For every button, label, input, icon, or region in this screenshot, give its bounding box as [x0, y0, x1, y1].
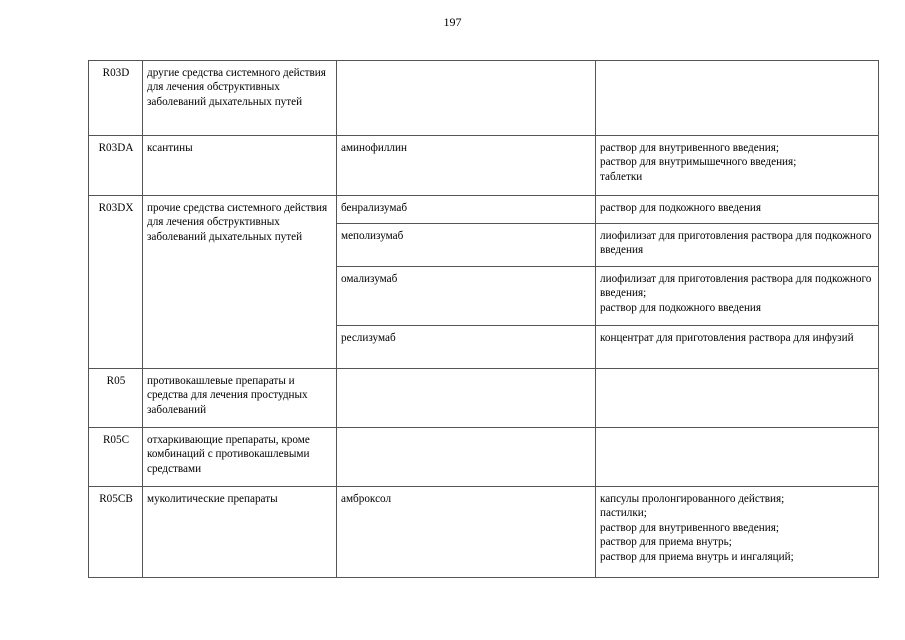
atc-code: R05	[89, 369, 143, 428]
table-row	[89, 487, 879, 578]
drug-name: бенрализумаб	[337, 196, 596, 224]
dosage-form: раствор для приема внутрь;	[600, 536, 732, 549]
dosage-forms	[596, 267, 879, 326]
dosage-form: капсулы пролонгированного действия;	[600, 493, 785, 505]
dosage-form: концентрат для приготовления раствора для инфузий	[600, 332, 854, 344]
table-row	[89, 369, 879, 428]
atc-code: R05CB	[89, 487, 143, 578]
dosage-form-empty	[596, 369, 879, 428]
dosage-form: раствор для приема внутрь и ингаляций;	[600, 550, 794, 563]
dosage-form: раствор для внутривенного введения;	[600, 142, 779, 154]
atc-code: R03DA	[89, 136, 143, 196]
page-number: 197	[443, 15, 462, 29]
drug-name-empty	[337, 428, 596, 487]
dosage-form: раствор для подкожного введения	[600, 202, 762, 214]
drug-name-empty	[337, 61, 596, 136]
dosage-forms	[596, 487, 879, 578]
atc-group: другие средства системного действия для лечения обструктивных заболеваний дыхательных путей	[143, 61, 337, 136]
dosage-form: раствор для внутримышечного введения;	[600, 156, 797, 169]
atc-code: R03DX	[89, 196, 143, 369]
drug-name: меполизумаб	[337, 224, 596, 267]
atc-group: прочие средства системного действия для лечения обструктивных заболеваний дыхательных путей	[143, 196, 337, 369]
dosage-form: таблетки	[600, 170, 643, 183]
drug-table	[88, 60, 879, 578]
dosage-form: раствор для подкожного введения	[600, 301, 762, 314]
atc-group: муколитические препараты	[143, 487, 337, 578]
table-row	[89, 61, 879, 136]
dosage-form: лиофилизат для приготовления раствора для подкожного введения;	[600, 273, 872, 300]
atc-code: R05C	[89, 428, 143, 487]
atc-group: противокашлевые препараты и средства для лечения простудных заболеваний	[143, 369, 337, 428]
dosage-form: лиофилизат для приготовления раствора для подкожного введения	[600, 230, 872, 257]
dosage-form: пастилки;	[600, 507, 647, 520]
drug-name: амброксол	[337, 487, 596, 578]
table-row	[89, 196, 879, 224]
drug-name: реслизумаб	[337, 326, 596, 369]
dosage-forms	[596, 326, 879, 369]
drug-name: омализумаб	[337, 267, 596, 326]
dosage-forms	[596, 196, 879, 224]
drug-name: аминофиллин	[337, 136, 596, 196]
atc-code: R03D	[89, 61, 143, 136]
dosage-form-empty	[596, 61, 879, 136]
table-row	[89, 136, 879, 196]
table-row	[89, 428, 879, 487]
dosage-forms	[596, 224, 879, 267]
drug-name-empty	[337, 369, 596, 428]
atc-group: отхаркивающие препараты, кроме комбинаций с противокашлевыми средствами	[143, 428, 337, 487]
dosage-forms	[596, 136, 879, 196]
atc-group: ксантины	[143, 136, 337, 196]
dosage-form-empty	[596, 428, 879, 487]
dosage-form: раствор для внутривенного введения;	[600, 521, 779, 534]
